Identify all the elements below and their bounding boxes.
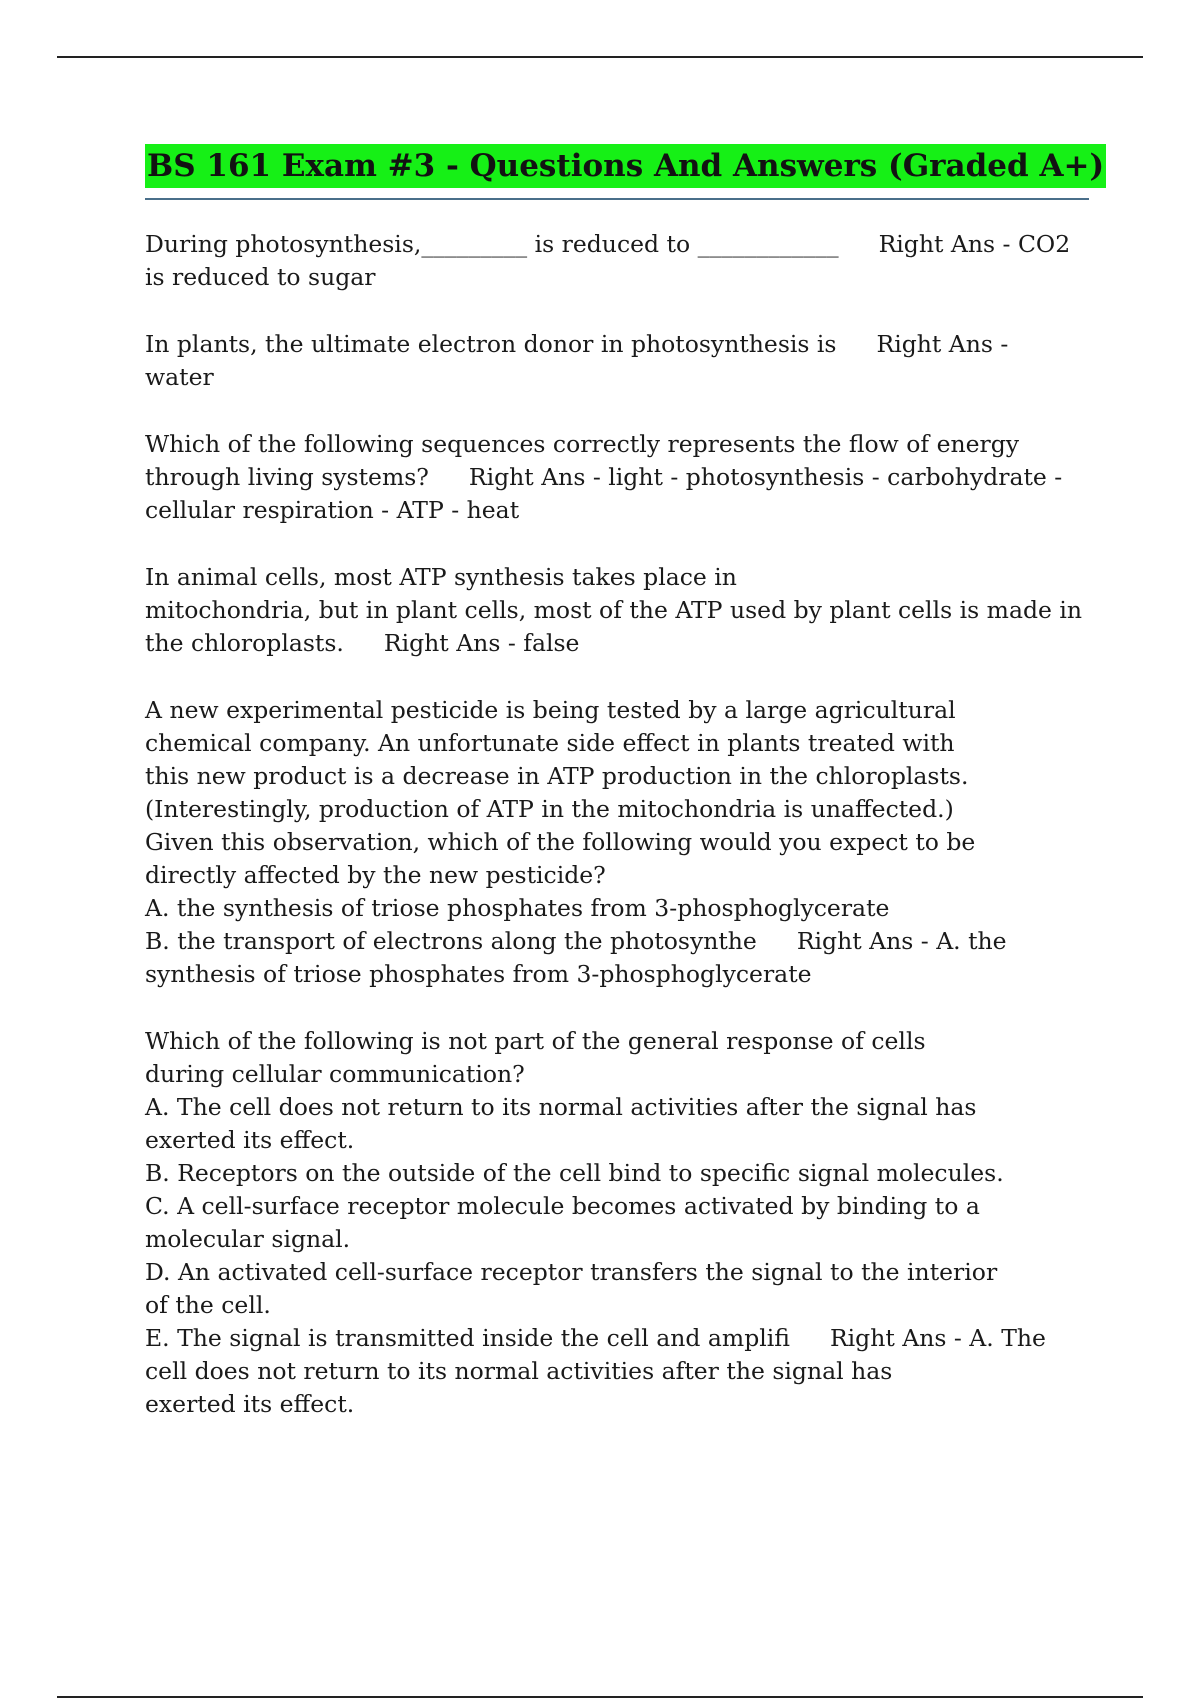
qa-line: A. the synthesis of triose phosphates from 3-phosphoglycerate	[145, 894, 890, 922]
top-divider	[57, 56, 1143, 58]
qa-line: chemical company. An unfortunate side effect in plants treated with	[145, 729, 955, 757]
qa-line: (Interestingly, production of ATP in the mitochondria is unaffected.)	[145, 795, 954, 823]
document-title: BS 161 Exam #3 - Questions And Answers (Graded A+)	[145, 144, 1106, 188]
qa-line: exerted its effect.	[145, 1126, 355, 1154]
qa-line: directly affected by the new pesticide?	[145, 861, 606, 889]
qa-line: E. The signal is transmitted inside the cell and amplifi Right Ans - A. The	[145, 1324, 1046, 1352]
qa-line: During photosynthesis,_________ is reduced to ____________ Right Ans - CO2	[145, 230, 1071, 258]
qa-line: through living systems? Right Ans - light - photosynthesis - carbohydrate -	[145, 463, 1063, 491]
qa-line: this new product is a decrease in ATP production in the chloroplasts.	[145, 762, 969, 790]
qa-line: is reduced to sugar	[145, 263, 376, 291]
qa-line: synthesis of triose phosphates from 3-phosphoglycerate	[145, 960, 812, 988]
qa-line: mitochondria, but in plant cells, most of the ATP used by plant cells is made in	[145, 596, 1083, 624]
qa-line: cell does not return to its normal activities after the signal has	[145, 1357, 893, 1385]
answer-text: Right Ans -	[876, 330, 1009, 358]
qa-item	[145, 561, 1085, 660]
qa-line: exerted its effect.	[145, 1390, 355, 1418]
qa-line: water	[145, 363, 214, 391]
qa-line: Given this observation, which of the following would you expect to be	[145, 828, 976, 856]
qa-line: of the cell.	[145, 1291, 271, 1319]
qa-line: In plants, the ultimate electron donor in photosynthesis is Right Ans -	[145, 330, 1009, 358]
qa-line: B. the transport of electrons along the photosynthe Right Ans - A. the	[145, 927, 1007, 955]
answer-text: Right Ans - CO2	[878, 230, 1071, 258]
qa-list	[145, 228, 1085, 1455]
qa-line: B. Receptors on the outside of the cell bind to specific signal molecules.	[145, 1159, 1004, 1187]
qa-line: Which of the following is not part of the general response of cells	[145, 1027, 926, 1055]
qa-line: the chloroplasts. Right Ans - false	[145, 629, 580, 657]
qa-line: Which of the following sequences correctly represents the flow of energy	[145, 430, 1020, 458]
qa-item	[145, 1025, 1085, 1421]
title-block	[145, 144, 1105, 200]
bottom-divider	[57, 1696, 1143, 1698]
qa-line: molecular signal.	[145, 1225, 351, 1253]
qa-item	[145, 694, 1085, 991]
answer-text: Right Ans - false	[383, 629, 580, 657]
qa-line: D. An activated cell-surface receptor transfers the signal to the interior	[145, 1258, 998, 1286]
qa-item	[145, 428, 1085, 527]
qa-line: cellular respiration - ATP - heat	[145, 496, 520, 524]
qa-line: In animal cells, most ATP synthesis takes place in	[145, 563, 737, 591]
answer-text: Right Ans - A. the	[796, 927, 1007, 955]
qa-item	[145, 328, 1085, 394]
answer-text: Right Ans - light - photosynthesis - carbohydrate -	[468, 463, 1063, 491]
qa-line: A new experimental pesticide is being tested by a large agricultural	[145, 696, 956, 724]
qa-item	[145, 228, 1085, 294]
answer-text: Right Ans - A. The	[829, 1324, 1046, 1352]
qa-line: A. The cell does not return to its normal activities after the signal has	[145, 1093, 977, 1121]
qa-line: C. A cell-surface receptor molecule becomes activated by binding to a	[145, 1192, 980, 1220]
qa-line: during cellular communication?	[145, 1060, 525, 1088]
